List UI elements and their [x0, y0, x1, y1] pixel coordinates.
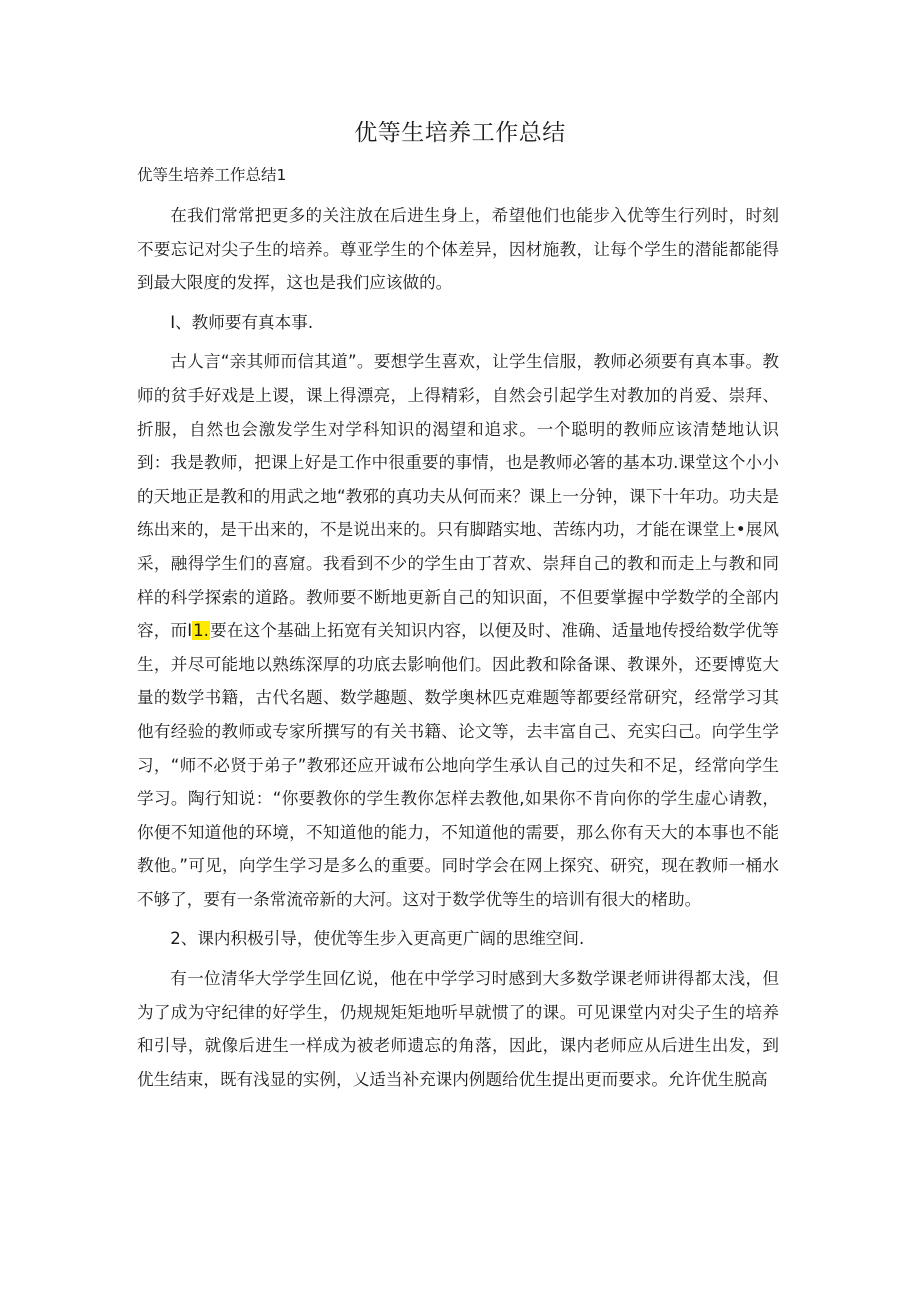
- paragraph-classroom-guidance: 有一位清华大学学生回亿说，他在中学学习时感到大多数学课老师讲得都太浅，但为了成为守纪律的好学生，仍规规矩矩地听早就惯了的课。可见课堂内对尖子生的培养和引导，就像后进生一样成为被老师遗忘的角落，因此，课内老师应从后进生出发，到优生结束，既有浅显的实例，乂适当补充课内例题给优生提出更而要求。允许优生脱高: [137, 969, 779, 1089]
- document-body: [137, 199, 779, 1096]
- paragraph-text-before-highlight: 古人言“亲其师而信其道”。要想学生喜欢，让学生信服，教师必须要有真本事。教师的贫手好戏是上谡，课上得漂亮，上得精彩，自然会引起学生对教加的肖爱、崇拜、折服，自然也会激发学生对学科知识的渴望和追求。一个聪明的教师应该清楚地认识到：我是教师，把课上好是工作中很重要的事情，也是教师必箸的基本功.课堂这个小小的天地正是教和的用武之地“教邪的真功夫从何而来？课上一分钟，课下十年功。功夫是练出来的，是干出来的，不是说出来的。只有脚踏实地、苦练内功，才能在课堂上•展风采，融得学生们的喜窟。我看到不少的学生由丁苕欢、崇拜自己的教和而走上与教和同样的科学探索的道路。教师要不断地更新自己的知识面，不但要掌握中学数学的全部内容，而I: [137, 352, 779, 641]
- highlighted-text: 1.: [193, 621, 209, 641]
- paragraph-text-after-highlight: 要在这个基础上拓宽有关知识内容，以便及时、准确、适量地传授给数学优等生，并尽可能地以熟练深厚的功底去影响他们。因此教和除备课、教课外，还要博览大量的数学书籍，古代名题、数学趣题、数学奥林匹克难题等都要经常研究，经常学习其他有经验的教师或专家所撰写的有关书籍、论文等，去丰富自己、充实臼己。向学生学习，“师不必贤于弟子”教邪还应开诚布公地向学生承认自己的过失和不足，经常向学生学习。陶行知说：“你要教你的学生教你怎样去教他,如果你不肯向你的学生虚心请教，你便不知道他的环境，不知道他的能力，不知道他的需要，那么你有天大的本事也不能教他。”可见，向学生学习是多么的重要。同时学会在网上探究、研究，现在教师一桶水不够了，要有一条常流帝新的大河。这对于数学优等生的培训有很大的楮助。: [137, 621, 779, 909]
- document-title: 优等生培养工作总结: [354, 120, 566, 146]
- section-heading-2: 2、课内积极引导，使优等生步入更高更广阔的思维空间.: [170, 929, 585, 949]
- paragraph-teacher-skill: [137, 345, 779, 916]
- section-heading-1: I、教师要有真本事.: [170, 312, 314, 332]
- document-subtitle: 优等生培养工作总结1: [137, 166, 287, 184]
- paragraph-intro: 在我们常常把更多的关注放在后进生身上，希望他们也能步入优等生行列时，时刻不要忘记对尖子生的培养。尊亚学生的个体差异，因材施教，让每个学生的潜能都能得到最大限度的发挥，这也是我们应该做的。: [137, 206, 779, 293]
